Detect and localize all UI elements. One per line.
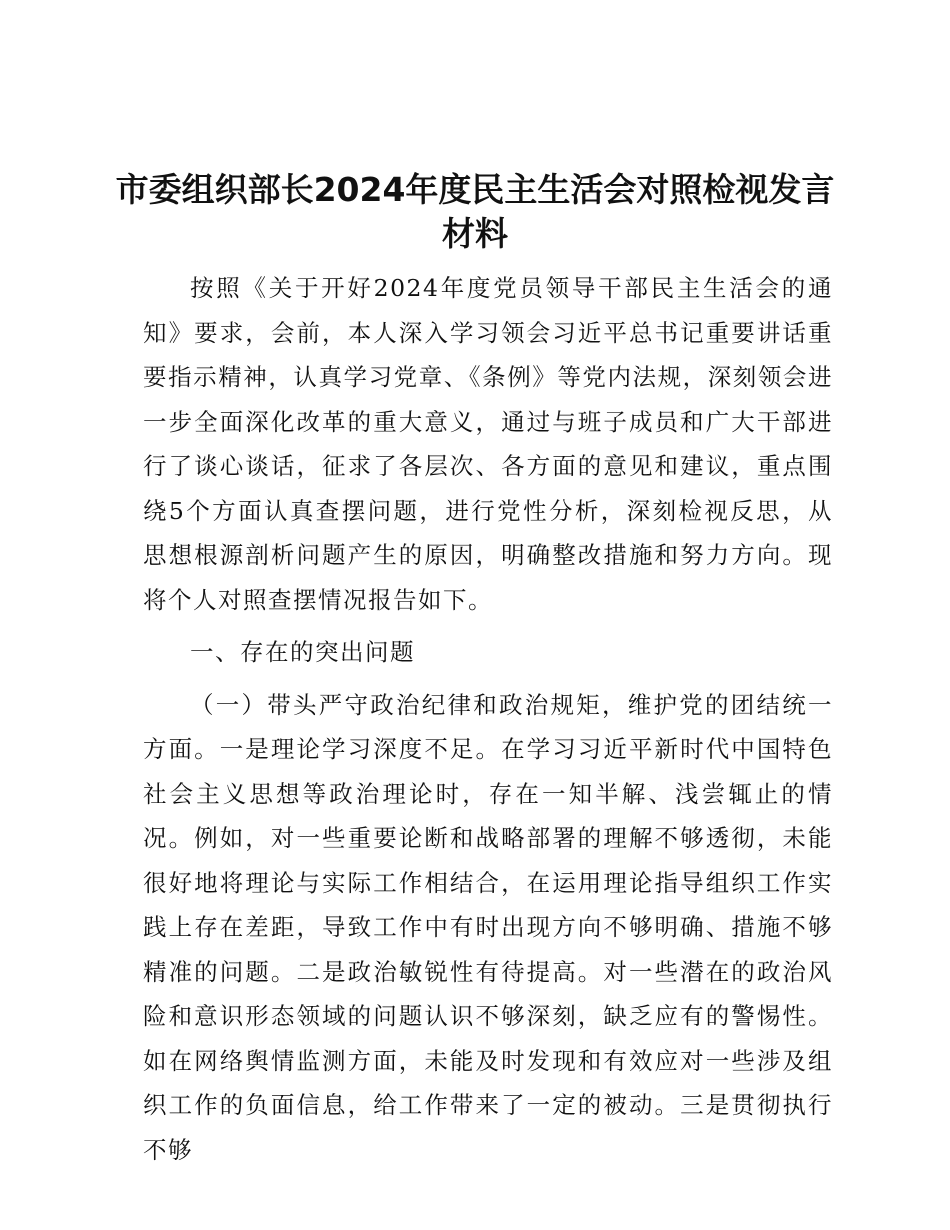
section-1-paragraph: （一）带头严守政治纪律和政治规矩，维护党的团结统一方面。一是理论学习深度不足。在学习习近平新时代中国特色社会主义思想等政治理论时，存在一知半解、浅尝辄止的情况。例如，对一些重要论断和战略部署的理解不够透彻，未能很好地将理论与实际工作相结合，在运用理论指导组织工作实践上存在差距，导致工作中有时出现方向不够明确、措施不够精准的问题。二是政治敏锐性有待提高。对一些潜在的政治风险和意识形态领域的问题认识不够深刻，缺乏应有的警惕性。如在网络舆情监测方面，未能及时发现和有效应对一些涉及组织工作的负面信息，给工作带来了一定的被动。三是贯彻执行不够	[143, 690, 833, 1164]
document-body	[143, 266, 833, 1172]
section-heading: 一、存在的突出问题	[190, 638, 415, 666]
intro-paragraph: 按照《关于开好2024年度党员领导干部民主生活会的通知》要求，会前，本人深入学习领会习近平总书记重要讲话重要指示精神，认真学习党章、《条例》等党内法规，深刻领会进一步全面深化改革的重大意义，通过与班子成员和广大干部进行了谈心谈话，征求了各层次、各方面的意见和建议，重点围绕5个方面认真查摆问题，进行党性分析，深刻检视反思，从思想根源剖析问题产生的原因，明确整改措施和努力方向。现将个人对照查摆情况报告如下。	[143, 274, 833, 614]
document-title: 市委组织部长2024年度民主生活会对照检视发言材料	[115, 170, 835, 253]
